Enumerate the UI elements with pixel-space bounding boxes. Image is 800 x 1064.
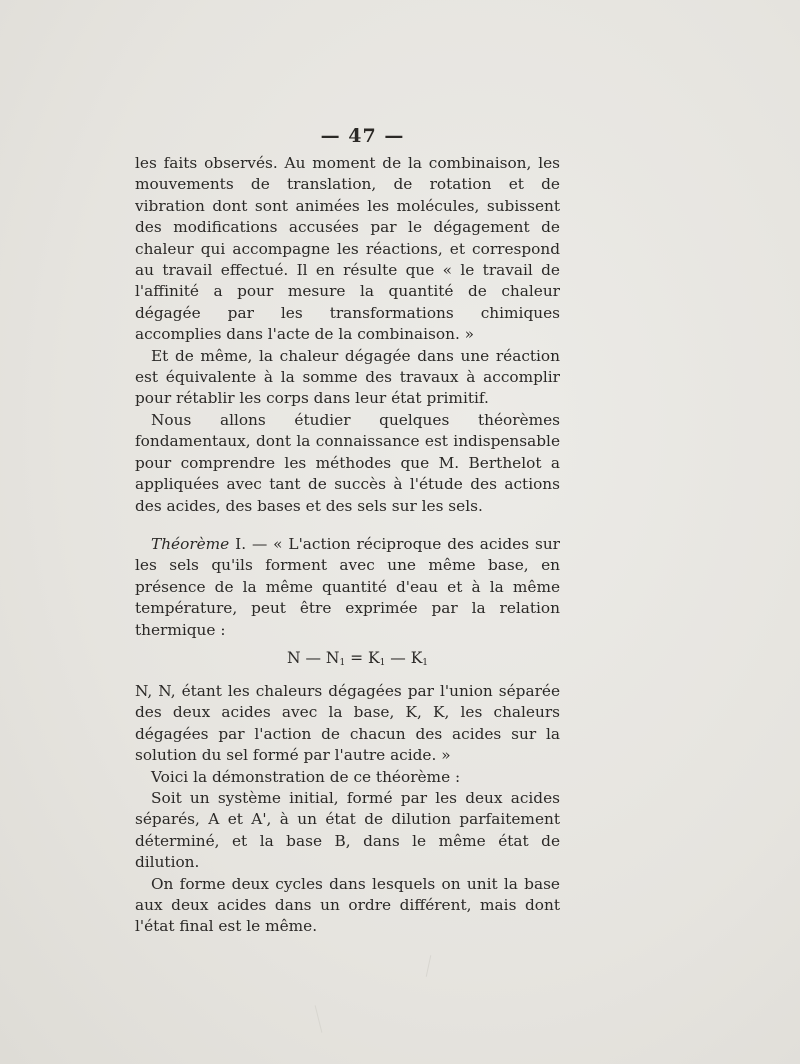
paragraph-definitions: N, N, étant les chaleurs dégagées par l'union séparée des deux acides avec la base, K, K, les chaleurs dégagées par l'action de chacun des acides sur la solution du sel formé par l'autre acide. » [135,681,560,765]
page-number: — 47 — [320,125,405,147]
paragraph-continuation: les faits observés. Au moment de la combinaison, les mouvements de translation, de rotation et de vibration dont sont animées les molécules, subissent des modifications accusées par le dégagement de chaleur qui accompagne les réactions, et correspond au travail effectué. Il en résulte que « le travail de l'affinité a pour mesure la quantité de chaleur dégagée par les transformations chimiques accomplies dans l'acte de la combinaison. » [135,154,560,344]
paragraph-chaleur: Et de même, la chaleur dégagée dans une réaction est équivalente à la somme des travaux à accomplir pour rétablir les corps dans leur état primitif. [135,346,560,408]
formula-n1: N [325,648,340,667]
theorem-label: Théorème [151,534,230,553]
formula-subscript: 1 [339,657,346,668]
paper-speck [315,1005,323,1032]
formula-minus: — [300,648,326,667]
formula-n: N [286,648,301,667]
theorem-text: I. — « L'action réciproque des acides sur les sels qu'ils forment avec une même base, en présence de la même quantité d'eau et à la même température, peut être exprimée par la relation thermique : [135,534,560,639]
formula-minus: — [385,648,411,667]
theorem-statement [135,534,560,641]
text-column [135,125,560,938]
formula-k1: K [368,648,380,667]
formula-equals: = [345,648,369,667]
paper-speck [426,955,432,977]
formula-k2: K [410,648,423,667]
paragraph-systeme: Soit un système initial, formé par les deux acides séparés, A et A', à un état de dilution parfaitement déterminé, et la base B, dans le même état de dilution. [135,788,560,872]
thermal-relation-formula [135,647,560,674]
paragraph-demonstration: Voici la démonstration de ce théorème : [151,767,461,786]
paragraph-theoremes: Nous allons étudier quelques théorèmes fondamentaux, dont la connaissance est indispensable pour comprendre les méthodes que M. Berthelot a appliquées avec tant de succès à l'étude des actions des acides, des bases et des sels sur les sels. [135,410,560,515]
formula-subscript: 1 [422,657,429,668]
formula-subscript: 1 [379,657,386,668]
paragraph-cycles: On forme deux cycles dans lesquels on unit la base aux deux acides dans un ordre différent, mais dont l'état final est le même. [135,874,560,936]
